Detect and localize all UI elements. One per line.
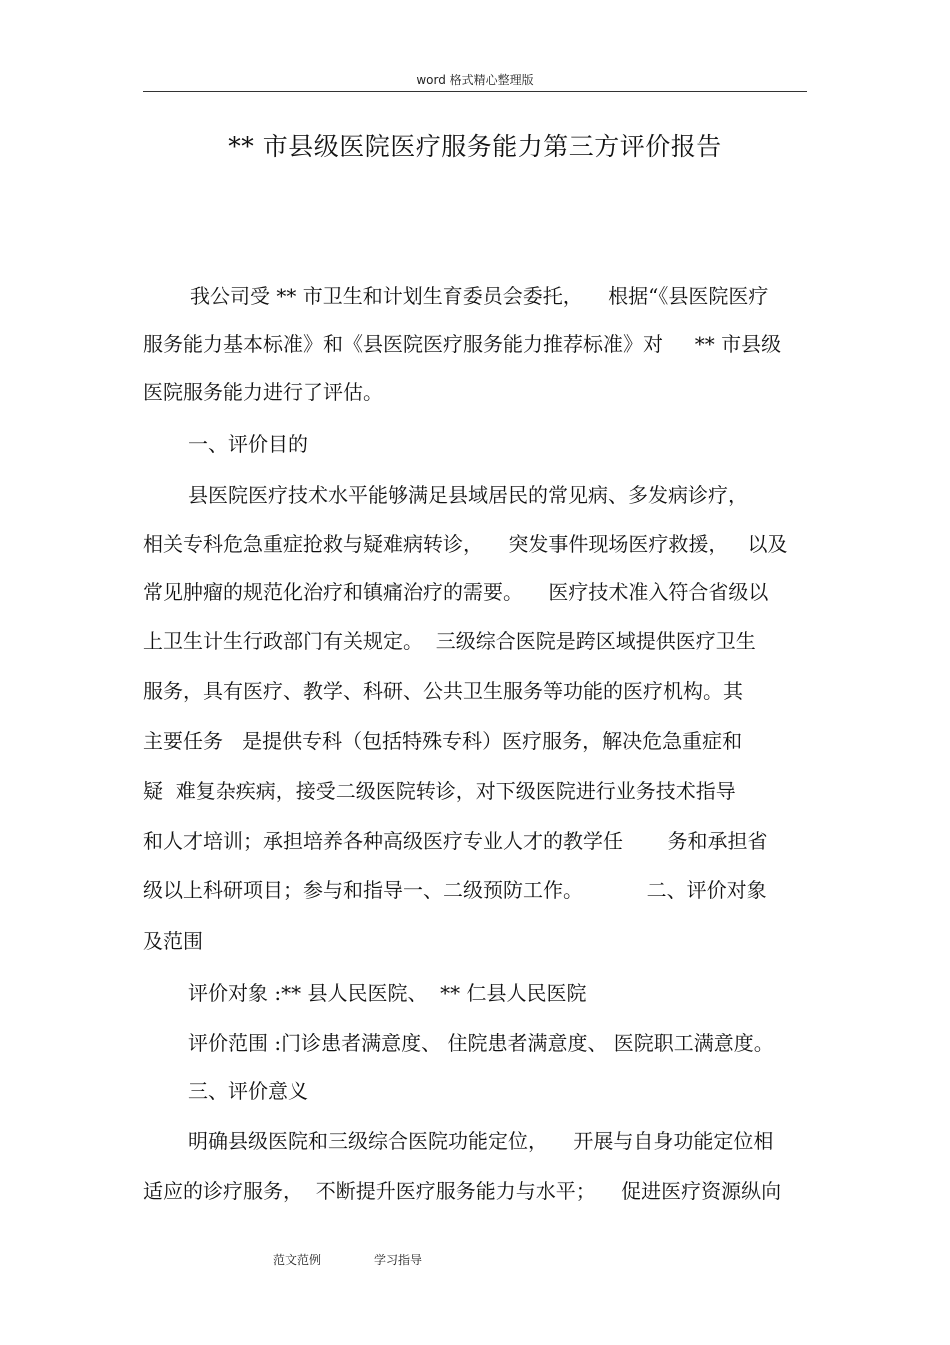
page-header: word 格式精心整理版 bbox=[416, 73, 534, 87]
body-line: 评价对象 :** 县人民医院、 ** 仁县人民医院 bbox=[188, 981, 587, 1005]
body-line: 医院服务能力进行了评估。 bbox=[143, 380, 383, 404]
body-line: 适应的诊疗服务， 不断提升医疗服务能力与水平； 促进医疗资源纵向 bbox=[143, 1179, 782, 1203]
section-heading: 一、评价目的 bbox=[188, 432, 308, 456]
footer-right: 学习指导 bbox=[374, 1253, 423, 1267]
header-divider bbox=[143, 91, 807, 92]
body-line: 主要任务 是提供专科（包括特殊专科）医疗服务，解决危急重症和 bbox=[143, 729, 743, 753]
body-line: 评价范围 :门诊患者满意度、 住院患者满意度、 医院职工满意度。 bbox=[188, 1031, 774, 1055]
footer-left: 范文范例 bbox=[273, 1253, 322, 1267]
body-line: 级以上科研项目；参与和指导一、二级预防工作。 二、评价对象 bbox=[143, 878, 767, 902]
body-line: 及范围 bbox=[143, 929, 203, 953]
body-line: 明确县级医院和三级综合医院功能定位， 开展与自身功能定位相 bbox=[188, 1129, 774, 1153]
body-line: 上卫生计生行政部门有关规定。 三级综合医院是跨区域提供医疗卫生 bbox=[143, 629, 756, 653]
body-line: 服务能力基本标准》和《县医院医疗服务能力推荐标准》对 ** 市县级 bbox=[143, 332, 782, 356]
body-line: 我公司受 ** 市卫生和计划生育委员会委托， 根据“《县医院医疗 bbox=[190, 284, 769, 308]
body-line: 常见肿瘤的规范化治疗和镇痛治疗的需要。 医疗技术准入符合省级以 bbox=[143, 580, 769, 604]
body-line: 相关专科危急重症抢救与疑难病转诊， 突发事件现场医疗救援， 以及 bbox=[143, 532, 788, 556]
body-line: 疑 难复杂疾病，接受二级医院转诊，对下级医院进行业务技术指导 bbox=[143, 779, 736, 803]
document-title: ** 市县级医院医疗服务能力第三方评价报告 bbox=[228, 132, 722, 161]
body-line: 服务，具有医疗、教学、科研、公共卫生服务等功能的医疗机构。其 bbox=[143, 679, 743, 703]
body-line: 县医院医疗技术水平能够满足县域居民的常见病、多发病诊疗， bbox=[188, 483, 748, 507]
section-heading: 三、评价意义 bbox=[188, 1079, 308, 1103]
body-line: 和人才培训；承担培养各种高级医疗专业人才的教学任 务和承担省 bbox=[143, 829, 768, 853]
